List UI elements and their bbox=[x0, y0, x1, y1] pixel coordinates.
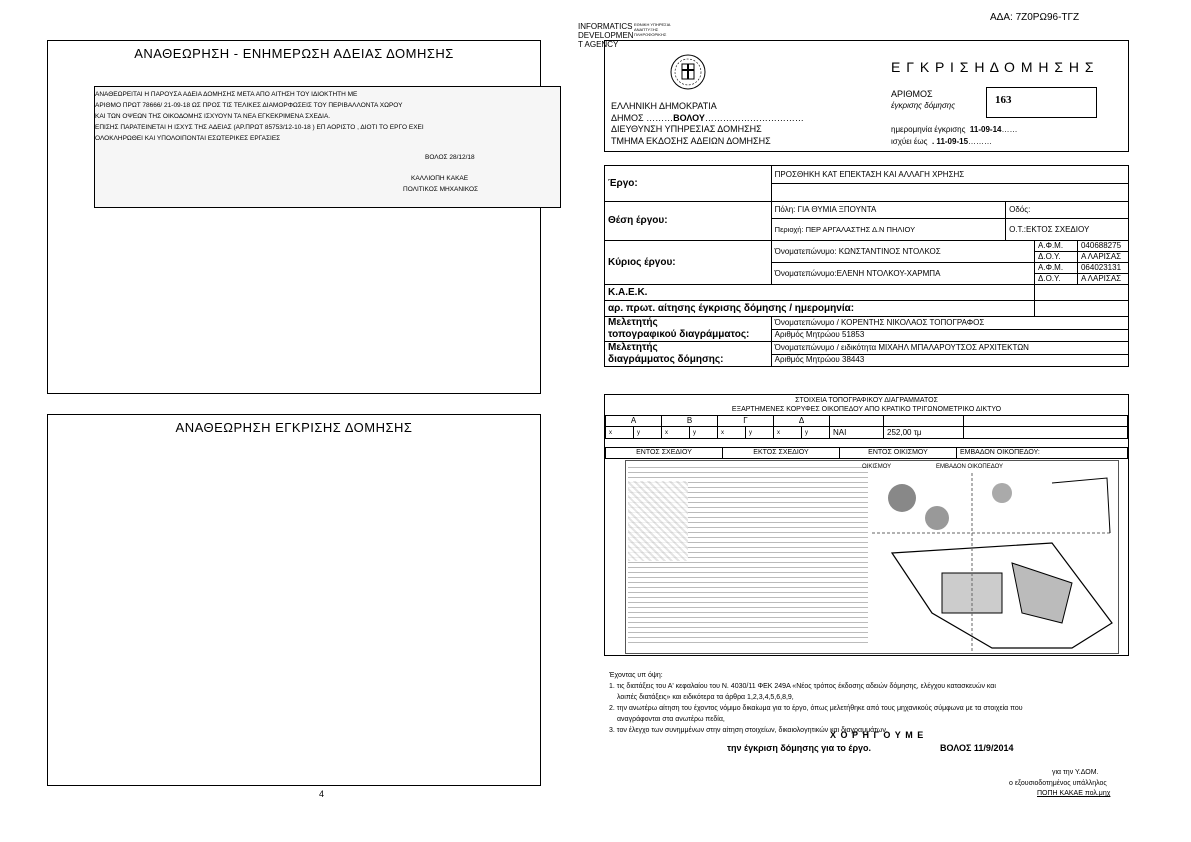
revision-signer-name: ΚΑΛΛΙΟΠΗ ΚΑΚΑΕ bbox=[411, 175, 469, 182]
category-table bbox=[605, 447, 1128, 459]
grant-subheading: την έγκριση δόμησης για το έργο. bbox=[727, 743, 872, 753]
municipality-line bbox=[611, 113, 804, 125]
vertex-empty bbox=[964, 427, 1128, 439]
periochi-value: Περιοχή: ΠΕΡ ΑΡΓΑΛΑΣΤΗΣ Δ.Ν ΠΗΛΙΟΥ bbox=[771, 219, 1005, 241]
topo-surveyor-label bbox=[605, 317, 772, 342]
kaek-label: Κ.Α.Ε.Κ. bbox=[605, 285, 1035, 301]
dom-label-1: Μελετητής bbox=[608, 342, 658, 353]
approval-date-dots: …… bbox=[1001, 125, 1018, 134]
signature-line-1: για την Υ.ΔΟΜ. bbox=[1052, 769, 1099, 776]
vertex-a: Α bbox=[606, 416, 662, 427]
agency-gr-1: ΕΘΝΙΚΗ ΥΠΗΡΕΣΙΑ bbox=[634, 22, 671, 27]
vertex-empty bbox=[830, 416, 884, 427]
valid-date-value: . 11-09-15 bbox=[931, 137, 969, 146]
grant-heading: Χ Ο Ρ Η Γ Ο Υ Μ Ε bbox=[830, 730, 925, 740]
afm1-label: Α.Φ.Μ. bbox=[1035, 241, 1078, 252]
coordinates-block bbox=[628, 481, 688, 561]
legal-item-1a: 1. τις διατάξεις του Α' κεφαλαίου του Ν. 4030/11 ΦΕΚ 249Α «Νέος τρόπος έκδοσης αδειών δόμησης, ελέγχου κατασκευών και bbox=[609, 683, 996, 690]
legal-basis bbox=[609, 670, 1129, 736]
approval-date-label: ημερομηνία έγκρισης bbox=[891, 125, 966, 134]
topo-title: ΣΤΟΙΧΕΙΑ ΤΟΠΟΓΡΑΦΙΚΟΥ ΔΙΑΓΡΑΜΜΑΤΟΣ bbox=[795, 397, 938, 404]
revision-note-line: ΑΝΑΘΕΩΡΕΙΤΑΙ Η ΠΑΡΟΥΣΑ ΑΔΕΙΑ ΔΟΜΗΣΗΣ ΜΕΤΑ ΑΠΟ ΑΙΤΗΣΗ ΤΟΥ ΙΔΙΟΚΤΗΤΗ ΜΕ bbox=[95, 91, 358, 98]
kyrios-label: Κύριος έργου: bbox=[605, 241, 772, 285]
owner1-value: Όνοματεπώνυμο: ΚΩΝΣΤΑΝΤΙΝΟΣ ΝΤΟΛΚΟΣ bbox=[771, 241, 1034, 263]
approval-date-value: 11-09-14 bbox=[969, 125, 1002, 134]
topo-label-2: τοπογραφικού διαγράμματος: bbox=[608, 329, 750, 340]
legal-item-3: 3. τον έλεγχο των συνημμένων στην αίτηση στοιχείων, δικαιολογητικών και διαγραμμάτων, bbox=[609, 727, 888, 734]
ada-code: ΑΔΑ: 7Ζ0ΡΩ96-ΤΓΖ bbox=[990, 12, 1080, 23]
republic-label: ΕΛΛΗΝΙΚΗ ΔΗΜΟΚΡΑΤΙΑ bbox=[611, 101, 717, 111]
agency-en-3: T AGENCY bbox=[578, 40, 619, 49]
vertex-c: Γ bbox=[718, 416, 774, 427]
thesi-label: Θέση έργου: bbox=[605, 202, 772, 241]
cat-entos-sxediou: ΕΝΤΟΣ ΣΧΕΔΙΟΥ bbox=[606, 448, 723, 459]
department-label: ΤΜΗΜΑ ΕΚΔΟΣΗΣ ΑΔΕΙΩΝ ΔΟΜΗΣΗΣ bbox=[611, 135, 771, 146]
revision-signer-title: ΠΟΛΙΤΙΚΟΣ ΜΗΧΑΝΙΚΟΣ bbox=[403, 186, 479, 193]
poli-value: Πόλη: ΓΙΑ ΘΥΜΙΑ ΞΠΟΥΝΤΑ bbox=[771, 202, 1005, 219]
protocol-value bbox=[1035, 301, 1129, 317]
vertex-d: Δ bbox=[774, 416, 830, 427]
coord-x: x bbox=[774, 427, 802, 439]
legal-item-1b: λοιπές διατάξεις» και ειδικότερα τα άρθρα 1,2,3,4,5,6,8,9, bbox=[617, 694, 794, 701]
afm1-value: 040688275 bbox=[1077, 241, 1128, 252]
dom-engineer-reg: Αριθμός Μητρώου 38443 bbox=[771, 354, 1128, 367]
map-label-embadon: ΕΜΒΑΔΟΝ ΟΙΚΟΠΕΔΟΥ bbox=[936, 464, 1004, 470]
afm2-value: 064023131 bbox=[1077, 263, 1128, 274]
revision-update-title: ΑΝΑΘΕΩΡΗΣΗ - ΕΝΗΜΕΡΩΣΗ ΑΔΕΙΑΣ ΔΟΜΗΣΗΣ bbox=[134, 46, 454, 61]
ot-value: Ο.Τ.:ΕΚΤΟΣ ΣΧΕΔΙΟΥ bbox=[1006, 219, 1129, 241]
topographic-panel bbox=[604, 394, 1129, 656]
number-value: 163 bbox=[995, 94, 1012, 106]
coord-y: y bbox=[690, 427, 718, 439]
revision-note-box bbox=[94, 86, 561, 208]
revision-note-line: ΕΠΙΣΗΣ ΠΑΡΑΤΕΙΝΕΤΑΙ Η ΙΣΧΥΣ ΤΗΣ ΑΔΕΙΑΣ (ΑΡ.ΠΡΩΤ 85753/12-10-18 ) ΕΠ ΑΟΡΙΣΤΟ , ΔΙΟΤΙ ΤΟ ΕΡΓΟ ΕΧΕΙ bbox=[95, 124, 424, 131]
number-box bbox=[986, 87, 1097, 118]
dom-engineer-name: Όνοματεπώνυμο / ειδικότητα ΜΙΧΑΗΛ ΜΠΑΛΑΡΟΥΤΣΟΣ ΑΡΧΙΤΕΚΤΩΝ bbox=[771, 342, 1128, 355]
directorate-label: ΔΙΕΥΘΥΝΣΗ ΥΠΗΡΕΣΙΑΣ ΔΟΜΗΣΗΣ bbox=[611, 124, 762, 134]
topo-label-1: Μελετητής bbox=[608, 317, 658, 328]
topo-surveyor-name: Όνοματεπώνυμο / ΚΟΡΕΝΤΗΣ ΝΙΚΟΛΑΟΣ ΤΟΠΟΓΡΑΦΟΣ bbox=[771, 317, 1128, 330]
revision-update-panel bbox=[47, 40, 541, 394]
vertex-b: Β bbox=[662, 416, 718, 427]
protocol-label: αρ. πρωτ. αίτησης έγκρισης δόμησης / ημερομηνία: bbox=[605, 301, 1035, 317]
agency-gr-2: ΑΝΑΠΤΥΞΗΣ bbox=[634, 27, 659, 32]
plot-area: 252,00 τμ bbox=[884, 427, 964, 439]
dom-label-2: διαγράμματος δόμησης: bbox=[608, 354, 724, 365]
page-number: 4 bbox=[319, 789, 325, 799]
revision-approval-panel bbox=[47, 414, 541, 786]
grant-date: ΒΟΛΟΣ 11/9/2014 bbox=[940, 743, 1014, 753]
municipality-value: ΒΟΛΟΥ bbox=[673, 112, 705, 123]
signature-line-2: ο εξουσιοδοτημένος υπάλληλος bbox=[1009, 780, 1107, 787]
revision-date: ΒΟΛΟΣ 28/12/18 bbox=[425, 154, 475, 161]
cat-entos-oikismou: ΕΝΤΟΣ ΟΙΚΙΣΜΟΥ bbox=[840, 448, 957, 459]
revision-approval-title: ΑΝΑΘΕΩΡΗΣΗ ΕΓΚΡΙΣΗΣ ΔΟΜΗΣΗΣ bbox=[175, 420, 413, 435]
odos-value: Οδός: bbox=[1006, 202, 1129, 219]
approval-title: Ε Γ Κ Ρ Ι Σ Η Δ Ο Μ Η Σ Η Σ bbox=[891, 59, 1095, 75]
topo-surveyor-reg: Αριθμός Μητρώου 51853 bbox=[771, 329, 1128, 342]
site-plan-sketch bbox=[872, 473, 1116, 651]
doy2-label: Δ.Ο.Υ. bbox=[1035, 274, 1078, 285]
cat-embadon: ΕΜΒΑΔΟΝ ΟΙΚΟΠΕΔΟΥ: bbox=[957, 448, 1128, 459]
municipality-dots: …………………………… bbox=[704, 112, 804, 123]
coord-y: y bbox=[802, 427, 830, 439]
site-plan-drawing bbox=[625, 460, 1119, 654]
revision-note-line: ΚΑΙ ΤΩΝ ΟΨΕΩΝ ΤΗΣ ΟΙΚΟΔΟΜΗΣ ΙΣΧΥΟΥΝ ΤΑ ΝΕΑ ΕΓΚΕΚΡΙΜΕΝΑ ΣΧΕΔΙΑ. bbox=[95, 113, 331, 120]
revision-note-line: ΑΡΙΘΜΟ ΠΡΩΤ 78666/ 21-09-18 ΩΣ ΠΡΟΣ ΤΙΣ ΤΕΛΙΚΕΣ ΔΙΑΜΟΡΦΩΣΕΙΣ ΤΟΥ ΠΕΡΙΒΑΛΛΟΝΤΑ ΧΩΡΟΥ bbox=[95, 102, 403, 109]
doy1-label: Δ.Ο.Υ. bbox=[1035, 252, 1078, 263]
revision-note-line: ΟΛΟΚΛΗΡΩΘΕΙ ΚΑΙ ΥΠΟΛΟΙΠΟΝΤΑΙ ΕΣΩΤΕΡΙΚΕΣ ΕΡΓΑΣΙΕΣ bbox=[95, 135, 281, 142]
ergo-value: ΠΡΟΣΘΗΚΗ ΚΑΤ ΕΠΕΚΤΑΣΗ ΚΑΙ ΑΛΛΑΓΗ ΧΡΗΣΗΣ bbox=[771, 166, 1128, 184]
coord-x: x bbox=[718, 427, 746, 439]
vertex-empty bbox=[884, 416, 964, 427]
doy1-value: Α ΛΑΡΙΣΑΣ bbox=[1077, 252, 1128, 263]
dom-engineer-label bbox=[605, 342, 772, 367]
project-details-table bbox=[604, 165, 1129, 367]
afm2-label: Α.Φ.Μ. bbox=[1035, 263, 1078, 274]
valid-date-dots: ……… bbox=[968, 137, 993, 146]
kaek-value bbox=[1035, 285, 1129, 301]
ergo-label: Έργο: bbox=[605, 166, 772, 202]
coord-y: y bbox=[634, 427, 662, 439]
signature-name: ΠΟΠΗ ΚΑΚΑΕ πολ.μηχ bbox=[1037, 790, 1111, 797]
number-sublabel: έγκρισης δόμησης bbox=[891, 101, 956, 110]
coord-x: x bbox=[662, 427, 690, 439]
vertex-empty bbox=[964, 416, 1128, 427]
ergo-empty bbox=[771, 184, 1128, 202]
legal-item-2b: αναγράφονται στα ανωτέρω πεδία, bbox=[617, 716, 725, 723]
greek-emblem-icon bbox=[669, 53, 707, 91]
vertices-table bbox=[605, 415, 1128, 439]
approval-header bbox=[604, 40, 1129, 152]
number-label: ΑΡΙΘΜΟΣ bbox=[891, 89, 933, 99]
valid-label: ισχύει έως bbox=[891, 137, 928, 146]
owner2-value: Όνοματεπώνυμο:ΕΛΕΝΗ ΝΤΟΛΚΟΥ-ΧΑΡΜΠΑ bbox=[771, 263, 1034, 285]
network-connected: ΝΑΙ bbox=[830, 427, 884, 439]
agency-en-1: INFORMATICS bbox=[578, 22, 633, 31]
coord-x: x bbox=[606, 427, 634, 439]
legal-intro: Έχοντας υπ όψη: bbox=[609, 672, 663, 679]
cat-ektos-sxediou: ΕΚΤΟΣ ΣΧΕΔΙΟΥ bbox=[723, 448, 840, 459]
valid-date-line bbox=[891, 137, 992, 147]
topo-subtitle: ΕΞΑΡΤΗΜΕΝΕΣ ΚΟΡΥΦΕΣ ΟΙΚΟΠΕΔΟΥ ΑΠΟ ΚΡΑΤΙΚΟ ΤΡΙΓΩΝΟΜΕΤΡΙΚΟ ΔΙΚΤΥΟ bbox=[731, 406, 1002, 413]
municipality-label: ΔΗΜΟΣ ……… bbox=[611, 112, 674, 123]
doy2-value: Α ΛΑΡΙΣΑΣ bbox=[1077, 274, 1128, 285]
agency-en-2: DEVELOPMEN bbox=[578, 31, 634, 40]
map-label-oikismou: ΟΙΚΙΣΜΟΥ bbox=[862, 464, 892, 470]
coord-y: y bbox=[746, 427, 774, 439]
approval-date-line bbox=[891, 125, 1018, 135]
legal-item-2a: 2. την ανωτέρω αίτηση του έχοντος νόμιμο δικαίωμα για το έργο, όπως μελετήθηκε από τους μηχανικούς σύμφωνα με τα στοιχεία που bbox=[609, 705, 1023, 712]
agency-gr-3: ΠΛΗΡΟΦΟΡΙΚΗΣ bbox=[634, 32, 667, 37]
